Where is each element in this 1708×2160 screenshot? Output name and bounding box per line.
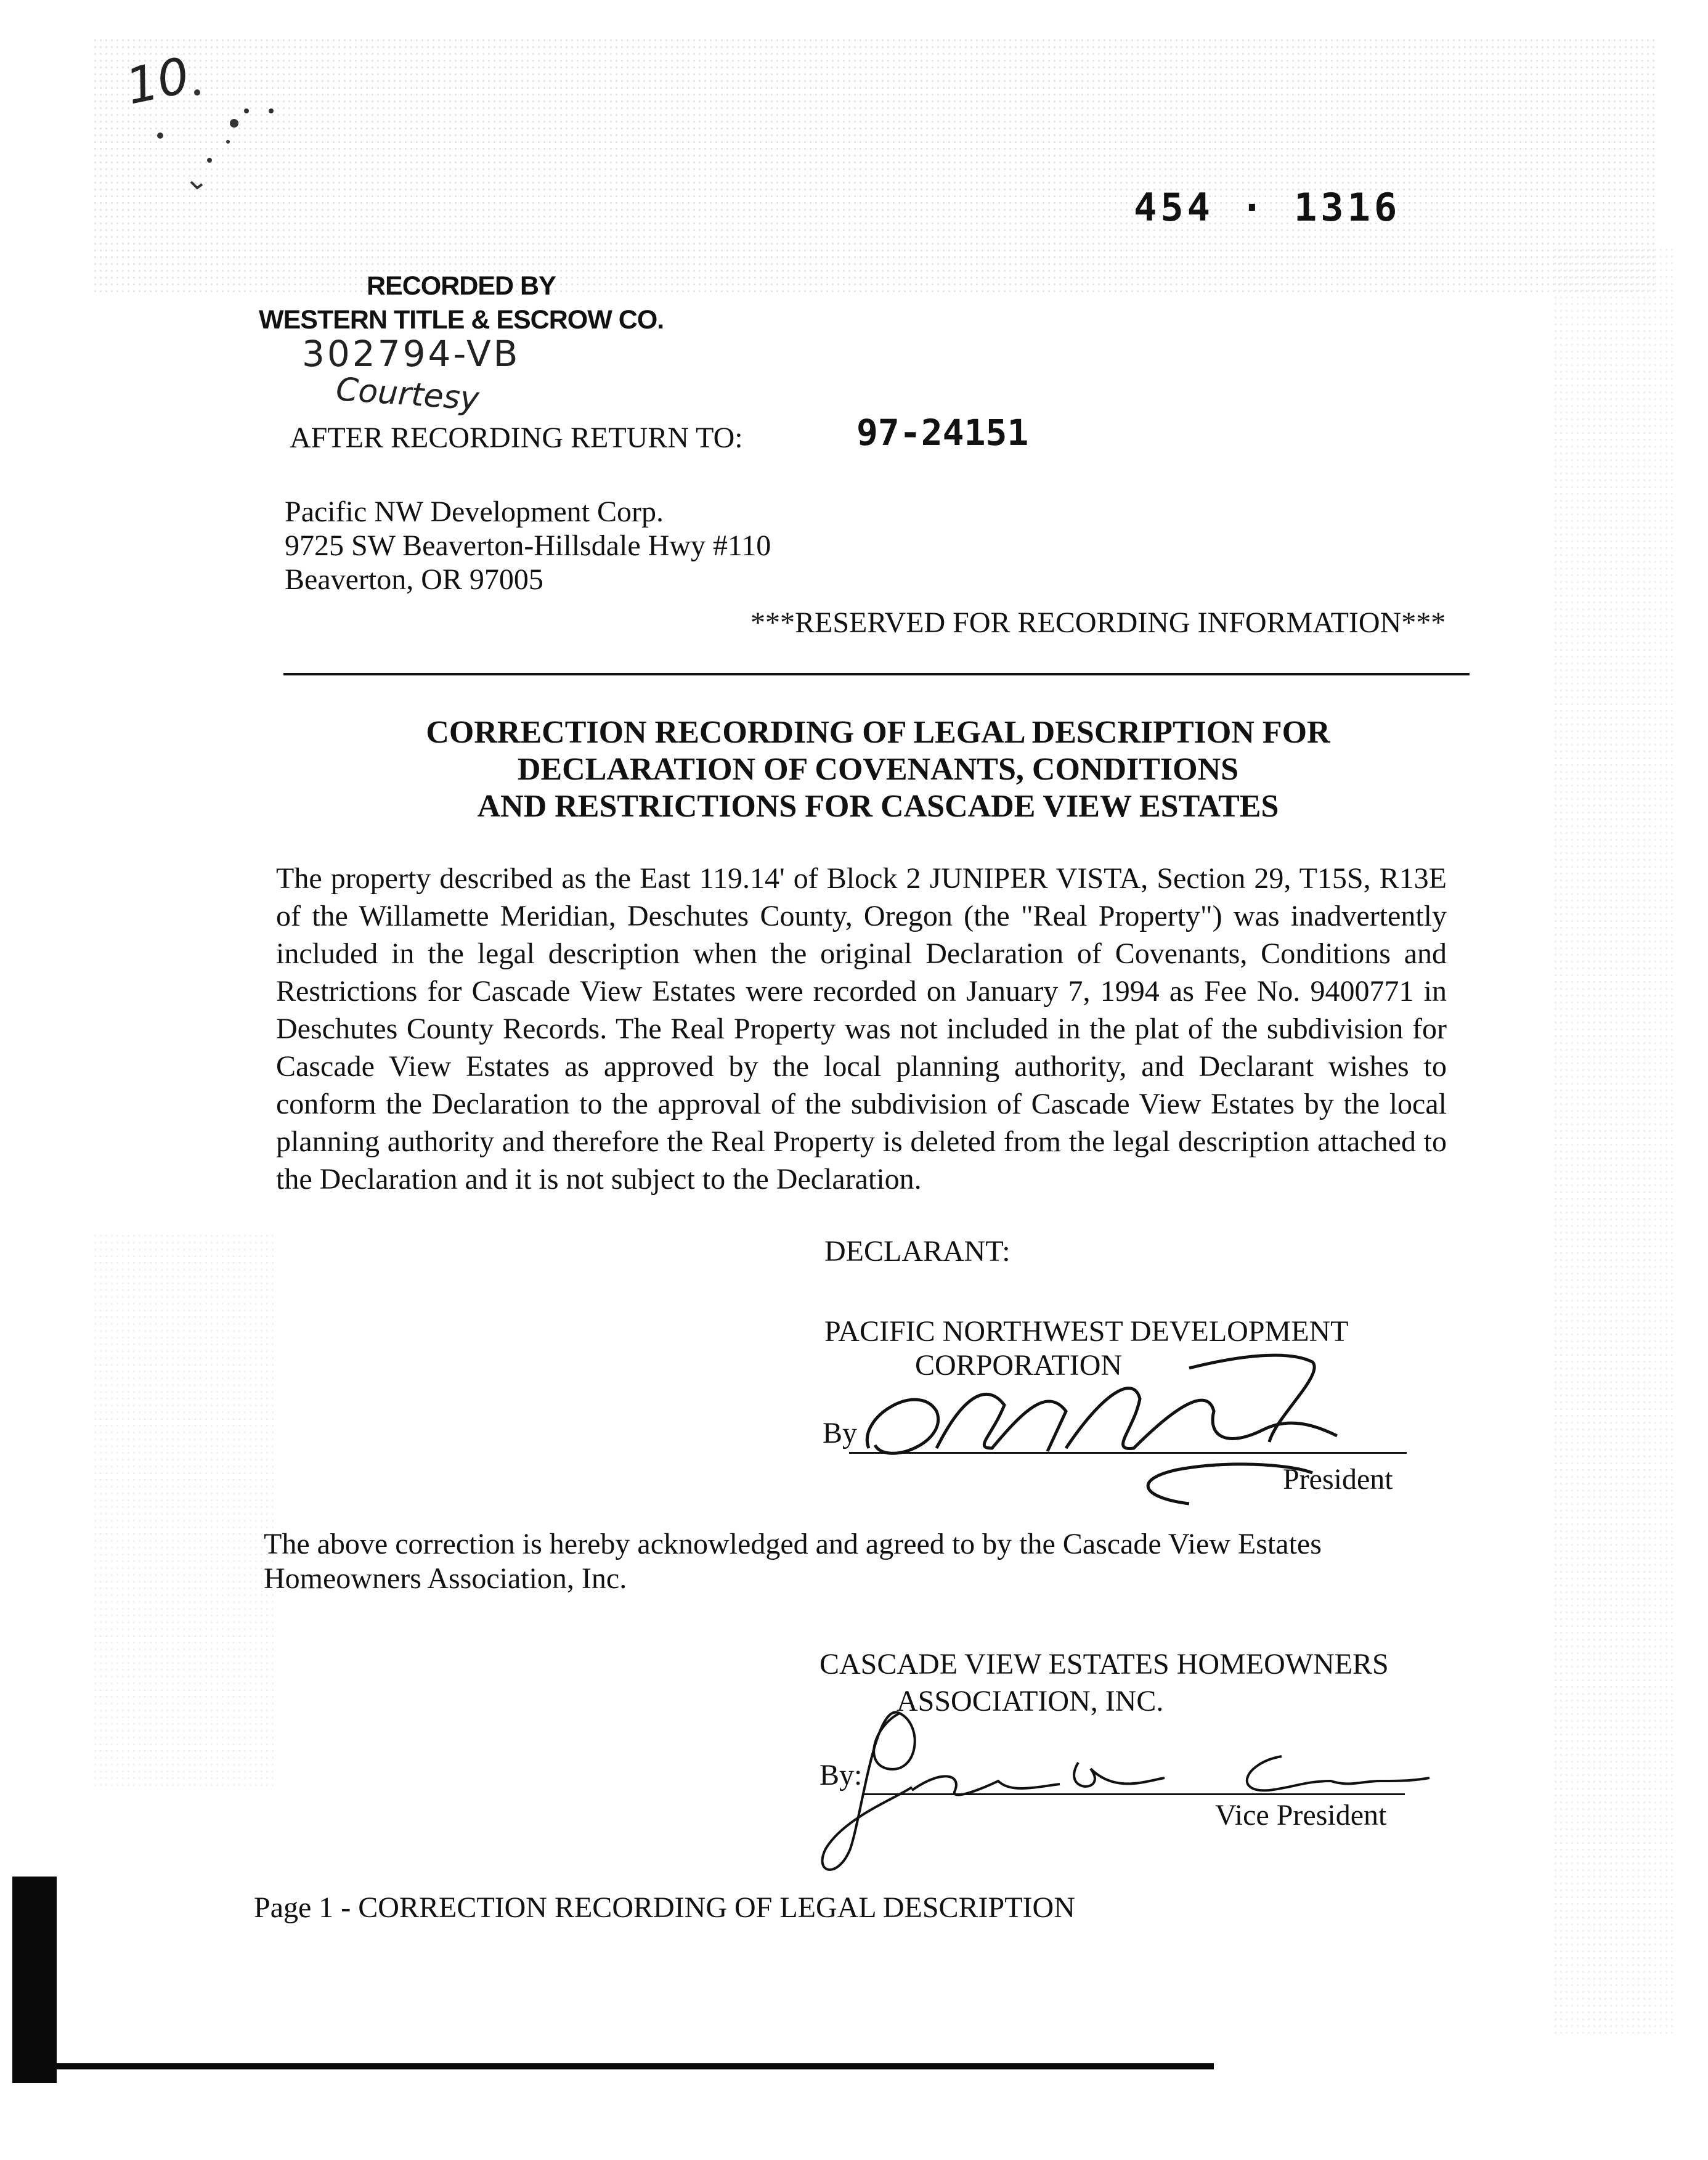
reserved-recording-info: ***RESERVED FOR RECORDING INFORMATION*** [750, 606, 1446, 639]
document-title-line-3: AND RESTRICTIONS FOR CASCADE VIEW ESTATES [477, 789, 1279, 824]
book-page-number: 454 · 1316 [1134, 185, 1401, 230]
declarant-by-label: By [823, 1417, 858, 1449]
header-divider-line [283, 673, 1470, 675]
document-title-line-2: DECLARATION OF COVENANTS, CONDITIONS [517, 752, 1239, 787]
declarant-label: DECLARANT: [824, 1235, 1011, 1268]
acknowledgement-text: The above correction is hereby acknowledged and agreed to by the Cascade View Estates Homeowners Association, Inc. [264, 1528, 1322, 1595]
scan-noise-mid [92, 1233, 277, 1787]
scan-specks [142, 68, 327, 210]
declarant-title: President [1283, 1463, 1393, 1496]
return-address-city: Beaverton, OR 97005 [285, 563, 543, 596]
corner-note: 10 [121, 46, 195, 116]
legal-description-paragraph: The property described as the East 119.14' of Block 2 JUNIPER VISTA, Section 29, T15S, R13E of the Willamette Meridian, Deschutes County, Oregon (the "Real Property") was inadvertently included in the legal description when the original Declaration of Covenants, Conditions and Restrictions for Cascade View Estates were recorded on January 7, 1994 as Fee No. 9400771 in Deschutes County Records. The Real Property was not included in the plat of the subdivision for Cascade View Estates as approved by the local planning authority, and Declarant wishes to conform the Declaration to the approval of the subdivision of Cascade View Estates by the local planning authority and therefore the Real Property is deleted from the legal description attached to the Declaration and it is not subject to the Declaration. [276, 862, 1447, 1196]
page-footer: Page 1 - CORRECTION RECORDING OF LEGAL DESCRIPTION [254, 1891, 1075, 1924]
scan-noise-top [92, 37, 1657, 296]
recording-stamp-number: 97-24151 [856, 412, 1029, 454]
return-address-name: Pacific NW Development Corp. [285, 495, 664, 528]
declarant-company-line-1: PACIFIC NORTHWEST DEVELOPMENT [824, 1315, 1349, 1348]
hoa-name-line-1: CASCADE VIEW ESTATES HOMEOWNERS [819, 1648, 1389, 1681]
hoa-signer-title: Vice President [1215, 1799, 1387, 1832]
return-address-street: 9725 SW Beaverton-Hillsdale Hwy #110 [285, 529, 771, 562]
hoa-by-label: By: [819, 1759, 863, 1791]
document-title-line-1: CORRECTION RECORDING OF LEGAL DESCRIPTION FOR [426, 715, 1330, 750]
scan-left-edge-bar [12, 1877, 57, 2083]
hoa-name-line-2: ASSOCIATION, INC. [897, 1685, 1164, 1718]
scan-bottom-edge-line [55, 2063, 1214, 2069]
recorded-by-company: WESTERN TITLE & ESCROW CO. [259, 305, 664, 335]
declarant-company-line-2: CORPORATION [915, 1349, 1123, 1382]
handwritten-order-number: 302794-VB [302, 333, 521, 375]
hoa-signature [801, 1689, 1436, 1892]
scan-noise-right [1553, 247, 1676, 2034]
return-to-label: AFTER RECORDING RETURN TO: [290, 422, 743, 454]
handwritten-courtesy-note: Courtesy [335, 370, 481, 418]
recorded-by-label: RECORDED BY [367, 271, 556, 301]
